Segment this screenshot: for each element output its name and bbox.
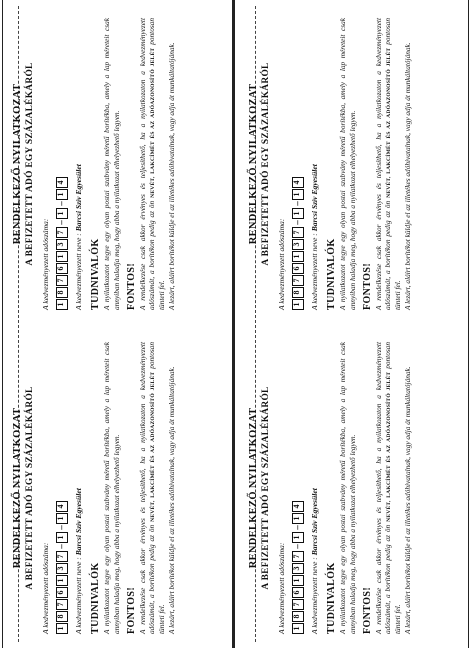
border-line-left: [2, 0, 3, 648]
tax-digit: 3: [292, 239, 304, 250]
fontos-text: pontosan tünteti fel.: [383, 342, 403, 634]
tax-digit: 1: [56, 513, 68, 524]
tax-separator: –: [55, 544, 66, 549]
fontos-instruction: A lezárt, aláírt borítékot küldje el az illetékes adóhivatalnak, vagy adja át munkáltatójának.: [402, 366, 412, 634]
form-title: RENDELKEZŐ NYILATKOZAT: [12, 407, 23, 569]
tax-digit: 8: [292, 287, 304, 298]
fontos-paragraph: [138, 18, 167, 310]
fontos-paragraph: [138, 342, 167, 634]
fontos-text: A rendelkezése csak akkor érvényes és teljesíthető, ha a nyilatkozaton a kedvezményezett adószámát, a borítékon pedig az ön: [373, 342, 393, 634]
tax-digit: 1: [56, 532, 68, 543]
declaration-form: [10, 338, 226, 638]
fontos-caps: ADÓAZONOSÍTÓ JELÉT: [386, 371, 393, 442]
section-heading-tudnivalok: TUDNIVALÓK: [90, 562, 102, 634]
tax-separator: –: [55, 201, 66, 206]
fontos-caps: ADÓAZONOSÍTÓ JELÉT: [386, 47, 393, 118]
fontos-caps: NEVÉT, LAKCÍMÉT ÉS AZ: [150, 120, 157, 198]
tax-number-boxes: [292, 342, 304, 634]
tax-digit: 1: [56, 251, 68, 262]
fontos-text: A rendelkezése csak akkor érvényes és teljesíthető, ha a nyilatkozaton a kedvezményezett adószámát, a borítékon pedig az ön: [373, 18, 393, 310]
form-subtitle: A BEFIZETETT ADÓ EGY SZÁZALÉKÁRÓL: [260, 386, 271, 590]
tax-number-label: A kedvezményezett adószáma:: [276, 542, 286, 634]
beneficiary-name: Barcsi Szív Egyesület: [73, 488, 83, 556]
tudnivalok-text: A nyilatkozatot tegye egy olyan postai szabvány méretű borítékba, amely a lap méreteit csak annyiban haladja meg, hogy abba a nyilatkozat elhelyezhető legyen.: [102, 18, 121, 310]
tax-digit: 6: [292, 263, 304, 274]
fontos-caps: NEVÉT, LAKCÍMÉT ÉS AZ: [386, 120, 393, 198]
tax-digit: 1: [56, 299, 68, 310]
tax-number-boxes: [292, 18, 304, 310]
border-line-right: [468, 0, 469, 648]
beneficiary-label: A kedvezményezett neve :: [309, 231, 319, 310]
fontos-caps: ADÓAZONOSÍTÓ JELÉT: [150, 371, 157, 442]
tax-separator: –: [55, 525, 66, 530]
tax-digit: 7: [56, 275, 68, 286]
form-subtitle: A BEFIZETETT ADÓ EGY SZÁZALÉKÁRÓL: [24, 386, 35, 590]
tax-digit: 1: [292, 208, 304, 219]
tax-separator: –: [291, 544, 302, 549]
fontos-instruction: A lezárt, aláírt borítékot küldje el az illetékes adóhivatalnak, vagy adja át munkáltatójának.: [402, 42, 412, 310]
tax-digit: 7: [56, 227, 68, 238]
fontos-paragraph: [374, 342, 403, 634]
tax-number-label: A kedvezményezett adószáma:: [276, 218, 286, 310]
tax-digit: 4: [292, 177, 304, 188]
tax-digit: 3: [56, 563, 68, 574]
fontos-caps: NEVÉT, LAKCÍMÉT ÉS AZ: [386, 444, 393, 522]
declaration-form: [10, 14, 226, 314]
fontos-paragraph: [374, 18, 403, 310]
tax-digit: 8: [56, 287, 68, 298]
tax-digit: 1: [56, 623, 68, 634]
tax-digit: 1: [292, 575, 304, 586]
tax-digit: 3: [292, 563, 304, 574]
declaration-form: [246, 14, 462, 314]
tax-digit: 4: [56, 177, 68, 188]
fontos-text: pontosan tünteti fel.: [383, 18, 403, 310]
section-heading-tudnivalok: TUDNIVALÓK: [326, 238, 338, 310]
section-heading-fontos: FONTOS!: [125, 586, 137, 634]
beneficiary-name: Barcsi Szív Egyesület: [309, 488, 319, 556]
section-heading-fontos: FONTOS!: [125, 262, 137, 310]
tax-digit: 6: [56, 587, 68, 598]
section-heading-tudnivalok: TUDNIVALÓK: [90, 238, 102, 310]
section-heading-fontos: FONTOS!: [361, 262, 373, 310]
tax-digit: 3: [56, 239, 68, 250]
declaration-form: [246, 338, 462, 638]
section-heading-tudnivalok: TUDNIVALÓK: [326, 562, 338, 634]
fontos-instruction: A lezárt, aláírt borítékot küldje el az illetékes adóhivatalnak, vagy adja át munkáltatójának.: [166, 366, 176, 634]
fontos-caps: NEVÉT, LAKCÍMÉT ÉS AZ: [150, 444, 157, 522]
tax-digit: 1: [292, 299, 304, 310]
beneficiary-row: [310, 342, 320, 634]
tax-number-boxes: [56, 342, 68, 634]
tax-digit: 6: [56, 263, 68, 274]
tax-digit: 1: [56, 208, 68, 219]
tax-digit: 7: [292, 227, 304, 238]
tax-number-label: A kedvezményezett adószáma:: [40, 542, 50, 634]
tax-digit: 1: [292, 251, 304, 262]
tax-digit: 7: [292, 275, 304, 286]
tax-digit: 1: [56, 575, 68, 586]
tax-digit: 6: [292, 587, 304, 598]
tax-digit: 1: [56, 189, 68, 200]
form-title: RENDELKEZŐ NYILATKOZAT: [248, 83, 259, 245]
beneficiary-row: [74, 18, 84, 310]
tax-separator: –: [291, 201, 302, 206]
tax-digit: 8: [292, 611, 304, 622]
beneficiary-label: A kedvezményezett neve :: [73, 231, 83, 310]
form-subtitle: A BEFIZETETT ADÓ EGY SZÁZALÉKÁRÓL: [260, 62, 271, 266]
beneficiary-label: A kedvezményezett neve :: [73, 555, 83, 634]
beneficiary-name: Barcsi Szív Egyesület: [309, 164, 319, 232]
tax-digit: 7: [292, 599, 304, 610]
form-title: RENDELKEZŐ NYILATKOZAT: [12, 83, 23, 245]
tax-digit: 8: [56, 611, 68, 622]
tax-number-label: A kedvezményezett adószáma:: [40, 218, 50, 310]
beneficiary-row: [74, 342, 84, 634]
tax-digit: 7: [56, 551, 68, 562]
tax-digit: 7: [292, 551, 304, 562]
tudnivalok-text: A nyilatkozatot tegye egy olyan postai szabvány méretű borítékba, amely a lap méreteit csak annyiban haladja meg, hogy abba a nyilatkozat elhelyezhető legyen.: [338, 342, 357, 634]
tax-digit: 4: [292, 501, 304, 512]
beneficiary-row: [310, 18, 320, 310]
tax-separator: –: [291, 220, 302, 225]
fontos-text: A rendelkezése csak akkor érvényes és teljesíthető, ha a nyilatkozaton a kedvezményezett adószámát, a borítékon pedig az ön: [137, 342, 157, 634]
tax-separator: –: [291, 525, 302, 530]
fontos-text: pontosan tünteti fel.: [147, 342, 167, 634]
tax-number-boxes: [56, 18, 68, 310]
tax-digit: 1: [292, 513, 304, 524]
form-title: RENDELKEZŐ NYILATKOZAT: [248, 407, 259, 569]
tax-separator: –: [55, 220, 66, 225]
tax-digit: 7: [56, 599, 68, 610]
tudnivalok-text: A nyilatkozatot tegye egy olyan postai szabvány méretű borítékba, amely a lap méreteit csak annyiban haladja meg, hogy abba a nyilatkozat elhelyezhető legyen.: [102, 342, 121, 634]
tax-digit: 1: [292, 623, 304, 634]
fontos-instruction: A lezárt, aláírt borítékot küldje el az illetékes adóhivatalnak, vagy adja át munkáltatójának.: [166, 42, 176, 310]
beneficiary-label: A kedvezményezett neve :: [309, 555, 319, 634]
tax-digit: 1: [292, 189, 304, 200]
fontos-text: pontosan tünteti fel.: [147, 18, 167, 310]
tax-digit: 1: [292, 532, 304, 543]
fontos-caps: ADÓAZONOSÍTÓ JELÉT: [150, 47, 157, 118]
tudnivalok-text: A nyilatkozatot tegye egy olyan postai szabvány méretű borítékba, amely a lap méreteit csak annyiban haladja meg, hogy abba a nyilatkozat elhelyezhető legyen.: [338, 18, 357, 310]
form-subtitle: A BEFIZETETT ADÓ EGY SZÁZALÉKÁRÓL: [24, 62, 35, 266]
center-fold-line: [232, 0, 235, 648]
section-heading-fontos: FONTOS!: [361, 586, 373, 634]
beneficiary-name: Barcsi Szív Egyesület: [73, 164, 83, 232]
fontos-text: A rendelkezése csak akkor érvényes és teljesíthető, ha a nyilatkozaton a kedvezményezett adószámát, a borítékon pedig az ön: [137, 18, 157, 310]
tax-digit: 4: [56, 501, 68, 512]
